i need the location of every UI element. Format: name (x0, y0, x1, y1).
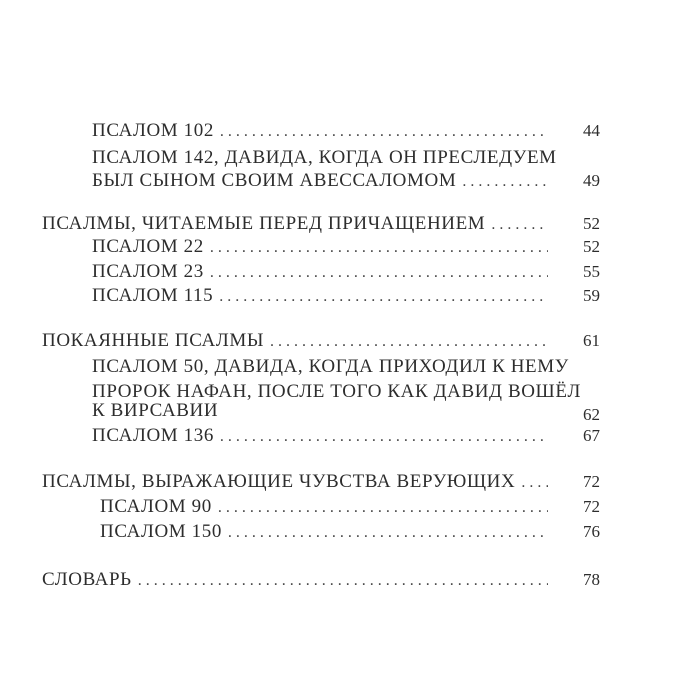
toc-leader-dots (491, 214, 548, 236)
toc-section-believers-feelings (42, 471, 600, 494)
toc-leader-dots (219, 286, 548, 308)
toc-page-number: 55 (583, 262, 600, 281)
toc-entry-psalm-115 (92, 285, 600, 308)
toc-section-title: ПОКАЯННЫЕ ПСАЛМЫ (42, 330, 264, 351)
toc-entry-label: СЛОВАРЬ (42, 569, 132, 590)
toc-section-communion-psalms (42, 213, 600, 236)
toc-page-number: 67 (583, 426, 600, 445)
toc-entry-glossary (42, 569, 600, 592)
toc-entry-psalm-50-line1: ПСАЛОМ 50, ДАВИДА, КОГДА ПРИХОДИЛ К НЕМУ (92, 356, 569, 377)
toc-entry-label: ПСАЛОМ 22 (92, 236, 204, 257)
toc-leader-dots (138, 570, 548, 592)
toc-entry-label: К ВИРСАВИИ (92, 400, 219, 421)
toc-entry-label: БЫЛ СЫНОМ СВОИМ АВЕССАЛОМОМ (92, 170, 457, 191)
toc-entry-label: ПСАЛОМ 115 (92, 285, 214, 306)
toc-page-number: 72 (583, 497, 600, 516)
toc-entry-label: ПСАЛОМ 102 (92, 120, 214, 141)
toc-leader-dots (218, 497, 548, 519)
toc-leader-dots (220, 426, 548, 448)
toc-leader-dots (210, 262, 548, 284)
toc-section-title: ПСАЛМЫ, ЧИТАЕМЫЕ ПЕРЕД ПРИЧАЩЕНИЕМ (42, 213, 486, 234)
toc-page-number: 52 (583, 237, 600, 256)
toc-section-title: ПСАЛМЫ, ВЫРАЖАЮЩИЕ ЧУВСТВА ВЕРУЮЩИХ (42, 471, 516, 492)
toc-entry-psalm-50-line2: ПРОРОК НАФАН, ПОСЛЕ ТОГО КАК ДАВИД ВОШЁЛ (92, 381, 582, 402)
toc-page-number: 52 (583, 214, 600, 233)
toc-entry-psalm-102 (92, 120, 600, 143)
toc-entry-psalm-150 (100, 521, 600, 544)
toc-section-penitential-psalms (42, 330, 600, 353)
toc-entry-psalm-23 (92, 261, 600, 284)
toc-entry-psalm-50 (92, 400, 600, 423)
toc-page-number: 49 (583, 171, 600, 190)
toc-leader-dots (270, 331, 548, 353)
toc-leader-dots (228, 522, 548, 544)
toc-entry-psalm-90 (100, 496, 600, 519)
toc-entry-psalm-142-line1: ПСАЛОМ 142, ДАВИДА, КОГДА ОН ПРЕСЛЕДУЕМ (92, 147, 557, 168)
toc-entry-psalm-136 (92, 425, 600, 448)
toc-page-number: 72 (583, 472, 600, 491)
toc-entry-psalm-142 (92, 170, 600, 193)
toc-leader-dots (462, 171, 548, 193)
toc-leader-dots (521, 472, 548, 494)
toc-leader-dots (220, 121, 548, 143)
toc-page-number: 62 (583, 405, 600, 424)
toc-page-number: 44 (583, 121, 600, 140)
toc-entry-label: ПСАЛОМ 150 (100, 521, 222, 542)
toc-entry-label: ПСАЛОМ 136 (92, 425, 214, 446)
toc-leader-dots (210, 237, 548, 259)
toc-entry-label: ПСАЛОМ 90 (100, 496, 212, 517)
toc-entry-label: ПСАЛОМ 23 (92, 261, 204, 282)
toc-page-number: 76 (583, 522, 600, 541)
toc-page-number: 61 (583, 331, 600, 350)
toc-entry-psalm-22 (92, 236, 600, 259)
toc-page-number: 59 (583, 286, 600, 305)
toc-page-number: 78 (583, 570, 600, 589)
